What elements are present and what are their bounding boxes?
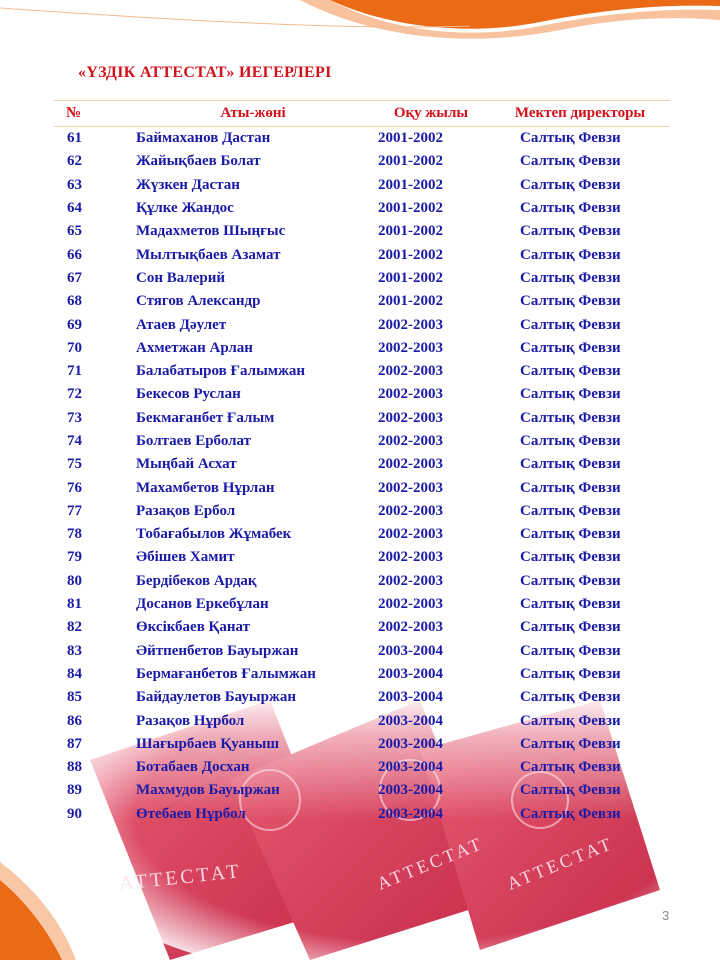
- cell-director: Салтық Февзи: [520, 619, 621, 636]
- table-row: [54, 220, 670, 243]
- cell-director: Салтық Февзи: [520, 735, 621, 752]
- cell-year: 2002-2003: [378, 479, 443, 496]
- cell-number: 85: [67, 689, 82, 706]
- cell-number: 83: [67, 642, 82, 659]
- cell-year: 2003-2004: [378, 805, 443, 822]
- cell-director: Салтық Февзи: [520, 269, 621, 286]
- table-row: [54, 150, 670, 173]
- cell-name: Әйтпенбетов Бауыржан: [136, 642, 299, 659]
- cell-year: 2003-2004: [378, 712, 443, 729]
- cell-number: 70: [67, 339, 82, 356]
- cell-year: 2001-2002: [378, 200, 443, 217]
- honors-table-wrapper: [54, 100, 670, 826]
- table-row: [54, 360, 670, 383]
- cell-director: Салтық Февзи: [520, 665, 621, 682]
- cell-number: 82: [67, 619, 82, 636]
- cell-director: Салтық Февзи: [520, 549, 621, 566]
- cell-name: Мыңбай Асхат: [136, 456, 237, 473]
- cell-name: Махмудов Бауыржан: [136, 782, 280, 799]
- cell-director: Салтық Февзи: [520, 246, 621, 263]
- table-row: [54, 407, 670, 430]
- cell-name: Бекесов Руслан: [136, 386, 241, 403]
- table-row: [54, 779, 670, 802]
- cell-name: Мадахметов Шыңғыс: [136, 223, 286, 240]
- cell-year: 2002-2003: [378, 409, 443, 426]
- table-row: [54, 313, 670, 336]
- cell-director: Салтық Февзи: [520, 642, 621, 659]
- table-row: [54, 686, 670, 709]
- cell-name: Құлке Жандос: [136, 200, 234, 217]
- cell-year: 2002-2003: [378, 316, 443, 333]
- cell-director: Салтық Февзи: [520, 456, 621, 473]
- cell-number: 61: [67, 130, 82, 147]
- cell-year: 2003-2004: [378, 665, 443, 682]
- cell-number: 78: [67, 526, 82, 543]
- cell-year: 2002-2003: [378, 502, 443, 519]
- cell-number: 63: [67, 176, 82, 193]
- table-row: [54, 756, 670, 779]
- cell-director: Салтық Февзи: [520, 316, 621, 333]
- cell-number: 69: [67, 316, 82, 333]
- cell-year: 2002-2003: [378, 339, 443, 356]
- cell-name: Ботабаев Досхан: [136, 759, 250, 776]
- cell-number: 68: [67, 293, 82, 310]
- table-row: [54, 546, 670, 569]
- table-row: [54, 500, 670, 523]
- cell-director: Салтық Февзи: [520, 293, 621, 310]
- cell-year: 2002-2003: [378, 456, 443, 473]
- cell-year: 2002-2003: [378, 596, 443, 613]
- cell-name: Жайықбаев Болат: [136, 153, 261, 170]
- page-title: «ҮЗДІК АТТЕСТАТ» ИЕГЕРЛЕРІ: [78, 64, 332, 81]
- cell-name: Өтебаев Нұрбол: [136, 805, 246, 822]
- table-row: [54, 337, 670, 360]
- cell-year: 2001-2002: [378, 246, 443, 263]
- cell-name: Балабатыров Ғалымжан: [136, 363, 306, 380]
- cell-number: 89: [67, 782, 82, 799]
- cell-name: Мылтықбаев Азамат: [136, 246, 281, 263]
- cell-name: Болтаев Ерболат: [136, 433, 252, 449]
- cell-number: 65: [67, 223, 82, 240]
- cell-director: Салтық Февзи: [520, 223, 621, 240]
- cell-year: 2002-2003: [378, 526, 443, 543]
- cell-year: 2003-2004: [378, 689, 443, 706]
- table-row: [54, 733, 670, 756]
- cell-number: 74: [67, 433, 82, 449]
- cell-name: Бекмағанбет Ғалым: [136, 409, 275, 426]
- cell-name: Ахметжан Арлан: [136, 339, 253, 356]
- cell-number: 67: [67, 269, 82, 286]
- cell-director: Салтық Февзи: [520, 130, 621, 147]
- cell-year: 2002-2003: [378, 433, 443, 449]
- table-row: [54, 803, 670, 826]
- cell-year: 2001-2002: [378, 130, 443, 147]
- cell-year: 2003-2004: [378, 759, 443, 776]
- table-row: [54, 570, 670, 593]
- cell-director: Салтық Февзи: [520, 363, 621, 380]
- table-row: [54, 430, 670, 453]
- table-row: [54, 383, 670, 406]
- cell-name: Разақов Ербол: [136, 502, 236, 519]
- cell-year: 2003-2004: [378, 642, 443, 659]
- page-number: 3: [662, 908, 670, 923]
- table-header-row: [54, 101, 670, 127]
- cell-year: 2001-2002: [378, 223, 443, 240]
- cell-name: Атаев Дәулет: [136, 316, 227, 333]
- cell-number: 84: [67, 665, 82, 682]
- cell-director: Салтық Февзи: [520, 759, 621, 776]
- cell-number: 90: [67, 805, 82, 822]
- cell-director: Салтық Февзи: [520, 782, 621, 799]
- cell-number: 73: [67, 409, 82, 426]
- header-number: №: [54, 101, 134, 127]
- cell-number: 64: [67, 200, 82, 217]
- table-row: [54, 640, 670, 663]
- cell-director: Салтық Февзи: [520, 502, 621, 519]
- table-row: [54, 127, 670, 151]
- cell-number: 86: [67, 712, 82, 729]
- table-row: [54, 243, 670, 266]
- table-row: [54, 476, 670, 499]
- cell-name: Жүзкен Дастан: [136, 176, 240, 193]
- cell-year: 2001-2002: [378, 269, 443, 286]
- table-row: [54, 290, 670, 313]
- table-row: [54, 523, 670, 546]
- cell-name: Досанов Еркебұлан: [136, 596, 269, 613]
- header-year: Оқу жылы: [372, 101, 490, 127]
- cell-number: 66: [67, 246, 82, 263]
- cell-director: Салтық Февзи: [520, 526, 621, 543]
- cell-name: Әбішев Хамит: [136, 549, 235, 566]
- table-row: [54, 453, 670, 476]
- cell-year: 2002-2003: [378, 619, 443, 636]
- cell-name: Махамбетов Нұрлан: [136, 479, 275, 496]
- cell-director: Салтық Февзи: [520, 176, 621, 193]
- cell-name: Сон Валерий: [136, 269, 226, 286]
- cell-name: Өксікбаев Қанат: [136, 619, 251, 636]
- cell-year: 2001-2002: [378, 153, 443, 170]
- cell-year: 2002-2003: [378, 363, 443, 380]
- cell-director: Салтық Февзи: [520, 805, 621, 822]
- cell-director: Салтық Февзи: [520, 200, 621, 217]
- table-body: [54, 127, 670, 826]
- cell-number: 87: [67, 735, 82, 752]
- cell-director: Салтық Февзи: [520, 712, 621, 729]
- header-director: Мектеп директоры: [490, 101, 670, 127]
- table-row: [54, 267, 670, 290]
- table-row: [54, 197, 670, 220]
- cell-director: Салтық Февзи: [520, 153, 621, 170]
- cell-name: Бердібеков Ардақ: [136, 572, 257, 589]
- cell-director: Салтық Февзи: [520, 596, 621, 613]
- cell-name: Баймаханов Дастан: [136, 130, 271, 147]
- cell-year: 2003-2004: [378, 782, 443, 799]
- cell-number: 72: [67, 386, 82, 403]
- cell-number: 77: [67, 502, 82, 519]
- cell-name: Разақов Нұрбол: [136, 712, 245, 729]
- cell-name: Шағырбаев Қуаныш: [136, 735, 280, 752]
- cell-number: 62: [67, 153, 82, 170]
- cell-director: Салтық Февзи: [520, 479, 621, 496]
- cell-name: Бермағанбетов Ғалымжан: [136, 665, 316, 682]
- cell-year: 2001-2002: [378, 176, 443, 193]
- cell-director: Салтық Февзи: [520, 339, 621, 356]
- cell-number: 80: [67, 572, 82, 589]
- cell-name: Тобағабылов Жұмабек: [136, 526, 292, 543]
- cell-director: Салтық Февзи: [520, 689, 621, 706]
- cell-number: 75: [67, 456, 82, 473]
- cell-name: Стягов Александр: [136, 293, 261, 310]
- table-row: [54, 593, 670, 616]
- cell-number: 71: [67, 363, 82, 380]
- table-row: [54, 174, 670, 197]
- cell-number: 76: [67, 479, 82, 496]
- cell-number: 81: [67, 596, 82, 613]
- table-row: [54, 709, 670, 732]
- cell-year: 2002-2003: [378, 572, 443, 589]
- cell-name: Байдаулетов Бауыржан: [136, 689, 296, 706]
- cell-year: 2002-2003: [378, 549, 443, 566]
- table-row: [54, 663, 670, 686]
- table-row: [54, 616, 670, 639]
- cell-year: 2001-2002: [378, 293, 443, 310]
- cell-director: Салтық Февзи: [520, 572, 621, 589]
- cell-year: 2002-2003: [378, 386, 443, 403]
- cell-director: Салтық Февзи: [520, 433, 621, 449]
- cell-director: Салтық Февзи: [520, 409, 621, 426]
- cell-number: 79: [67, 549, 82, 566]
- cell-number: 88: [67, 759, 82, 776]
- cell-year: 2003-2004: [378, 735, 443, 752]
- header-name: Аты-жөні: [134, 101, 372, 127]
- cell-director: Салтық Февзи: [520, 386, 621, 403]
- honors-table: [54, 100, 670, 826]
